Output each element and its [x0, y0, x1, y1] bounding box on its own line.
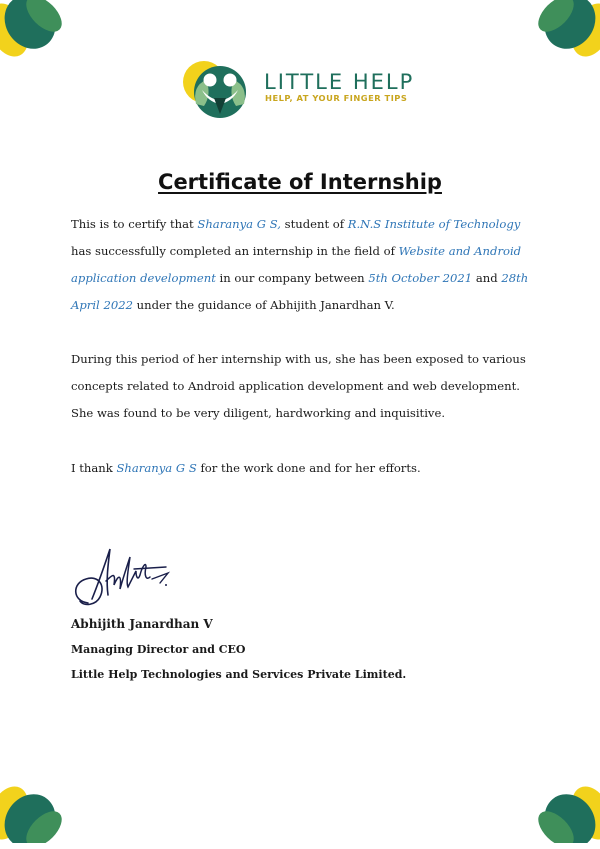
corner-leaf-bottom-left-icon: [0, 781, 62, 843]
p1-text-4: in our company between: [215, 271, 369, 285]
p1-text-1: This is to certify that: [71, 217, 198, 231]
end-date: 28th April 2022: [71, 271, 529, 312]
signatory-name: Abhijith Janardhan V: [71, 617, 213, 631]
p1-text-6: under the guidance of Abhijith Janardhan V.: [132, 298, 395, 312]
company-logo: [182, 58, 422, 122]
corner-leaf-top-right-icon: [538, 0, 600, 62]
p3-text-2: for the work done and for her efforts.: [196, 461, 421, 475]
certificate-paragraph-1: [71, 211, 537, 319]
corner-leaf-top-left-icon: [0, 0, 62, 62]
certificate-title-text: Certificate of Internship: [158, 170, 442, 194]
logo-tagline: HELP, AT YOUR FINGER TIPS: [265, 93, 408, 103]
certificate-paragraph-3: [71, 455, 537, 482]
little-help-logo-icon: [182, 58, 248, 120]
signatory-role: Managing Director and CEO: [71, 643, 246, 656]
certificate-paragraph-2: During this period of her internship with us, she has been exposed to various concepts related to Android application development and web development. She was found to be very diligent, hardworking and inquisitive.: [71, 352, 526, 420]
certificate-title: [0, 170, 600, 194]
institute-name: R.N.S Institute of Technology: [347, 217, 521, 231]
signature-icon: [70, 545, 174, 609]
logo-name: LITTLE HELP: [264, 70, 415, 94]
p1-text-5: and: [472, 271, 502, 285]
p1-text-3: has successfully completed an internship in the field of: [71, 244, 399, 258]
signatory-organization: Little Help Technologies and Services Private Limited.: [71, 668, 407, 681]
student-name-thanks: Sharanya G S: [116, 461, 197, 475]
p1-text-2: student of: [280, 217, 348, 231]
corner-leaf-bottom-right-icon: [538, 781, 600, 843]
student-name: Sharanya G S,: [197, 217, 281, 231]
internship-field: Website and Android application development: [71, 244, 522, 285]
start-date: 5th October 2021: [368, 271, 473, 285]
p3-text-1: I thank: [71, 461, 117, 475]
